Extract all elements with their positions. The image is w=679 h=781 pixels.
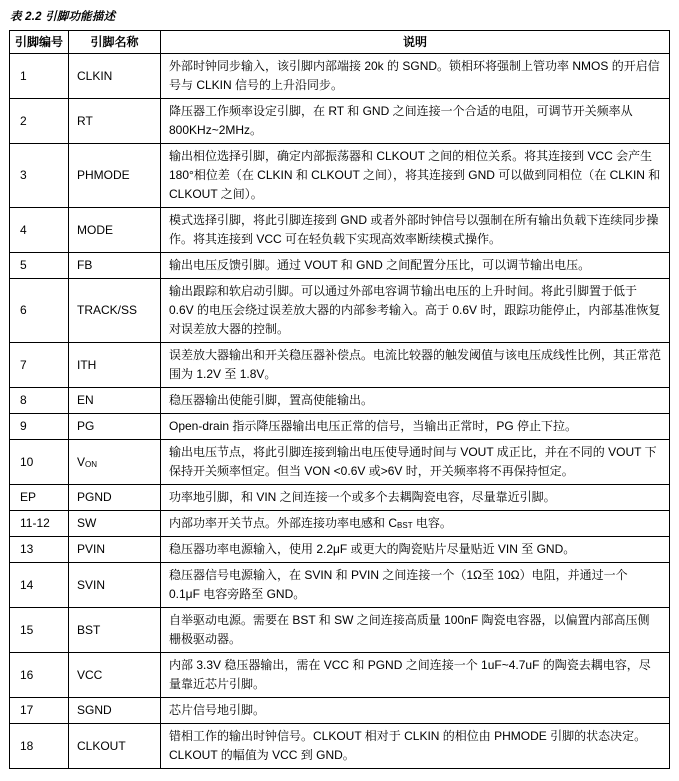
- pin-name-cell: EN: [69, 388, 161, 414]
- table-row: [10, 511, 670, 537]
- table-row: [10, 144, 670, 208]
- document-page: [9, 8, 671, 769]
- pin-description-cell: 输出电压反馈引脚。通过 VOUT 和 GND 之间配置分压比，可以调节输出电压。: [161, 253, 670, 279]
- table-row: [10, 537, 670, 563]
- pin-description-cell: 内部功率开关节点。外部连接功率电感和 $C_{BST}$ 电容。: [161, 511, 670, 537]
- table-header-row: [10, 31, 670, 54]
- pin-number-cell: 11-12: [10, 511, 69, 537]
- table-row: [10, 653, 670, 698]
- pin-name-cell: BST: [69, 608, 161, 653]
- pin-number-cell: 13: [10, 537, 69, 563]
- pin-number-cell: 7: [10, 343, 69, 388]
- pin-name-cell: SW: [69, 511, 161, 537]
- pin-number-cell: 17: [10, 698, 69, 724]
- pin-description-cell: 外部时钟同步输入，该引脚内部端接 20k 的 SGND。锁相环将强制上管功率 NMOS 的开启信号与 CLKIN 信号的上升沿同步。: [161, 54, 670, 99]
- pin-number-cell: 6: [10, 279, 69, 343]
- pin-number-cell: 10: [10, 440, 69, 485]
- pin-description-cell: 输出跟踪和软启动引脚。可以通过外部电容调节输出电压的上升时间。将此引脚置于低于 0.6V 的电压会绕过误差放大器的内部参考输入。高于 0.6V 时，跟踪功能停止，内部基准恢复对误差放大器的控制。: [161, 279, 670, 343]
- table-row: [10, 343, 670, 388]
- pin-number-cell: 14: [10, 563, 69, 608]
- pin-name-cell: SVIN: [69, 563, 161, 608]
- table-row: [10, 54, 670, 99]
- pin-description-cell: 错相工作的输出时钟信号。CLKOUT 相对于 CLKIN 的相位由 PHMODE 引脚的状态决定。CLKOUT 的幅值为 VCC 到 GND。: [161, 724, 670, 769]
- pin-name-cell: MODE: [69, 208, 161, 253]
- pin-number-cell: 3: [10, 144, 69, 208]
- pin-name-cell: PG: [69, 414, 161, 440]
- pin-description-cell: 功率地引脚，和 VIN 之间连接一个或多个去耦陶瓷电容，尽量靠近引脚。: [161, 485, 670, 511]
- pin-name-cell: FB: [69, 253, 161, 279]
- table-row: [10, 440, 670, 485]
- pin-description-cell: 降压器工作频率设定引脚，在 RT 和 GND 之间连接一个合适的电阻，可调节开关频率从 800KHz~2MHz。: [161, 99, 670, 144]
- pin-name-cell: PVIN: [69, 537, 161, 563]
- pin-number-cell: 16: [10, 653, 69, 698]
- header-pin-number: 引脚编号: [10, 31, 69, 54]
- pin-description-cell: 输出相位选择引脚，确定内部振荡器和 CLKOUT 之间的相位关系。将其连接到 VCC 会产生 180°相位差（在 CLKIN 和 CLKOUT 之间），将其连接到 GND 可以做到同相位（在 CLKIN 和 CLKOUT 之间）。: [161, 144, 670, 208]
- pin-name-cell: SGND: [69, 698, 161, 724]
- pin-name-cell: PGND: [69, 485, 161, 511]
- table-row: [10, 563, 670, 608]
- header-pin-name: 引脚名称: [69, 31, 161, 54]
- pin-description-cell: 内部 3.3V 稳压器输出，需在 VCC 和 PGND 之间连接一个 1uF~4.7uF 的陶瓷去耦电容，尽量靠近芯片引脚。: [161, 653, 670, 698]
- pin-name-cell: PHMODE: [69, 144, 161, 208]
- header-description: 说明: [161, 31, 670, 54]
- pin-number-cell: 5: [10, 253, 69, 279]
- pin-number-cell: EP: [10, 485, 69, 511]
- pin-description-cell: 自举驱动电源。需要在 BST 和 SW 之间连接高质量 100nF 陶瓷电容器，以偏置内部高压侧栅极驱动器。: [161, 608, 670, 653]
- table-row: [10, 485, 670, 511]
- pin-number-cell: 18: [10, 724, 69, 769]
- pin-name-cell: TRACK/SS: [69, 279, 161, 343]
- pin-number-cell: 1: [10, 54, 69, 99]
- pin-number-cell: 2: [10, 99, 69, 144]
- pin-name-cell: CLKIN: [69, 54, 161, 99]
- table-row: [10, 99, 670, 144]
- pin-description-cell: 模式选择引脚，将此引脚连接到 GND 或者外部时钟信号以强制在所有输出负载下连续同步操作。将其连接到 VCC 可在轻负载下实现高效率断续模式操作。: [161, 208, 670, 253]
- table-row: [10, 608, 670, 653]
- table-row: [10, 388, 670, 414]
- pin-number-cell: 9: [10, 414, 69, 440]
- table-row: [10, 414, 670, 440]
- pin-description-cell: 稳压器功率电源输入，使用 2.2μF 或更大的陶瓷贴片尽量贴近 VIN 至 GND。: [161, 537, 670, 563]
- table-row: [10, 253, 670, 279]
- pin-description-cell: Open-drain 指示降压器输出电压正常的信号，当输出正常时，PG 停止下拉。: [161, 414, 670, 440]
- pin-number-cell: 8: [10, 388, 69, 414]
- pin-name-cell: RT: [69, 99, 161, 144]
- table-row: [10, 279, 670, 343]
- table-row: [10, 724, 670, 769]
- pin-description-cell: 误差放大器输出和开关稳压器补偿点。电流比较器的触发阈值与该电压成线性比例，其正常范围为 1.2V 至 1.8V。: [161, 343, 670, 388]
- pin-number-cell: 4: [10, 208, 69, 253]
- pin-description-cell: 芯片信号地引脚。: [161, 698, 670, 724]
- pin-name-cell: $V_{ON}$: [69, 440, 161, 485]
- pin-name-cell: CLKOUT: [69, 724, 161, 769]
- pin-description-cell: 稳压器信号电源输入，在 SVIN 和 PVIN 之间连接一个（1Ω至 10Ω）电阻，并通过一个 0.1μF 电容旁路至 GND。: [161, 563, 670, 608]
- table-row: [10, 208, 670, 253]
- pin-name-cell: VCC: [69, 653, 161, 698]
- pin-function-table: [9, 30, 670, 769]
- pin-description-cell: 输出电压节点，将此引脚连接到输出电压使导通时间与 VOUT 成正比，并在不同的 VOUT 下保持开关频率恒定。但当 VON <0.6V 或>6V 时，开关频率将不再保持恒定。: [161, 440, 670, 485]
- pin-description-cell: 稳压器输出使能引脚，置高使能输出。: [161, 388, 670, 414]
- table-row: [10, 698, 670, 724]
- table-caption: 表 2.2 引脚功能描述: [10, 11, 116, 23]
- pin-number-cell: 15: [10, 608, 69, 653]
- pin-name-cell: ITH: [69, 343, 161, 388]
